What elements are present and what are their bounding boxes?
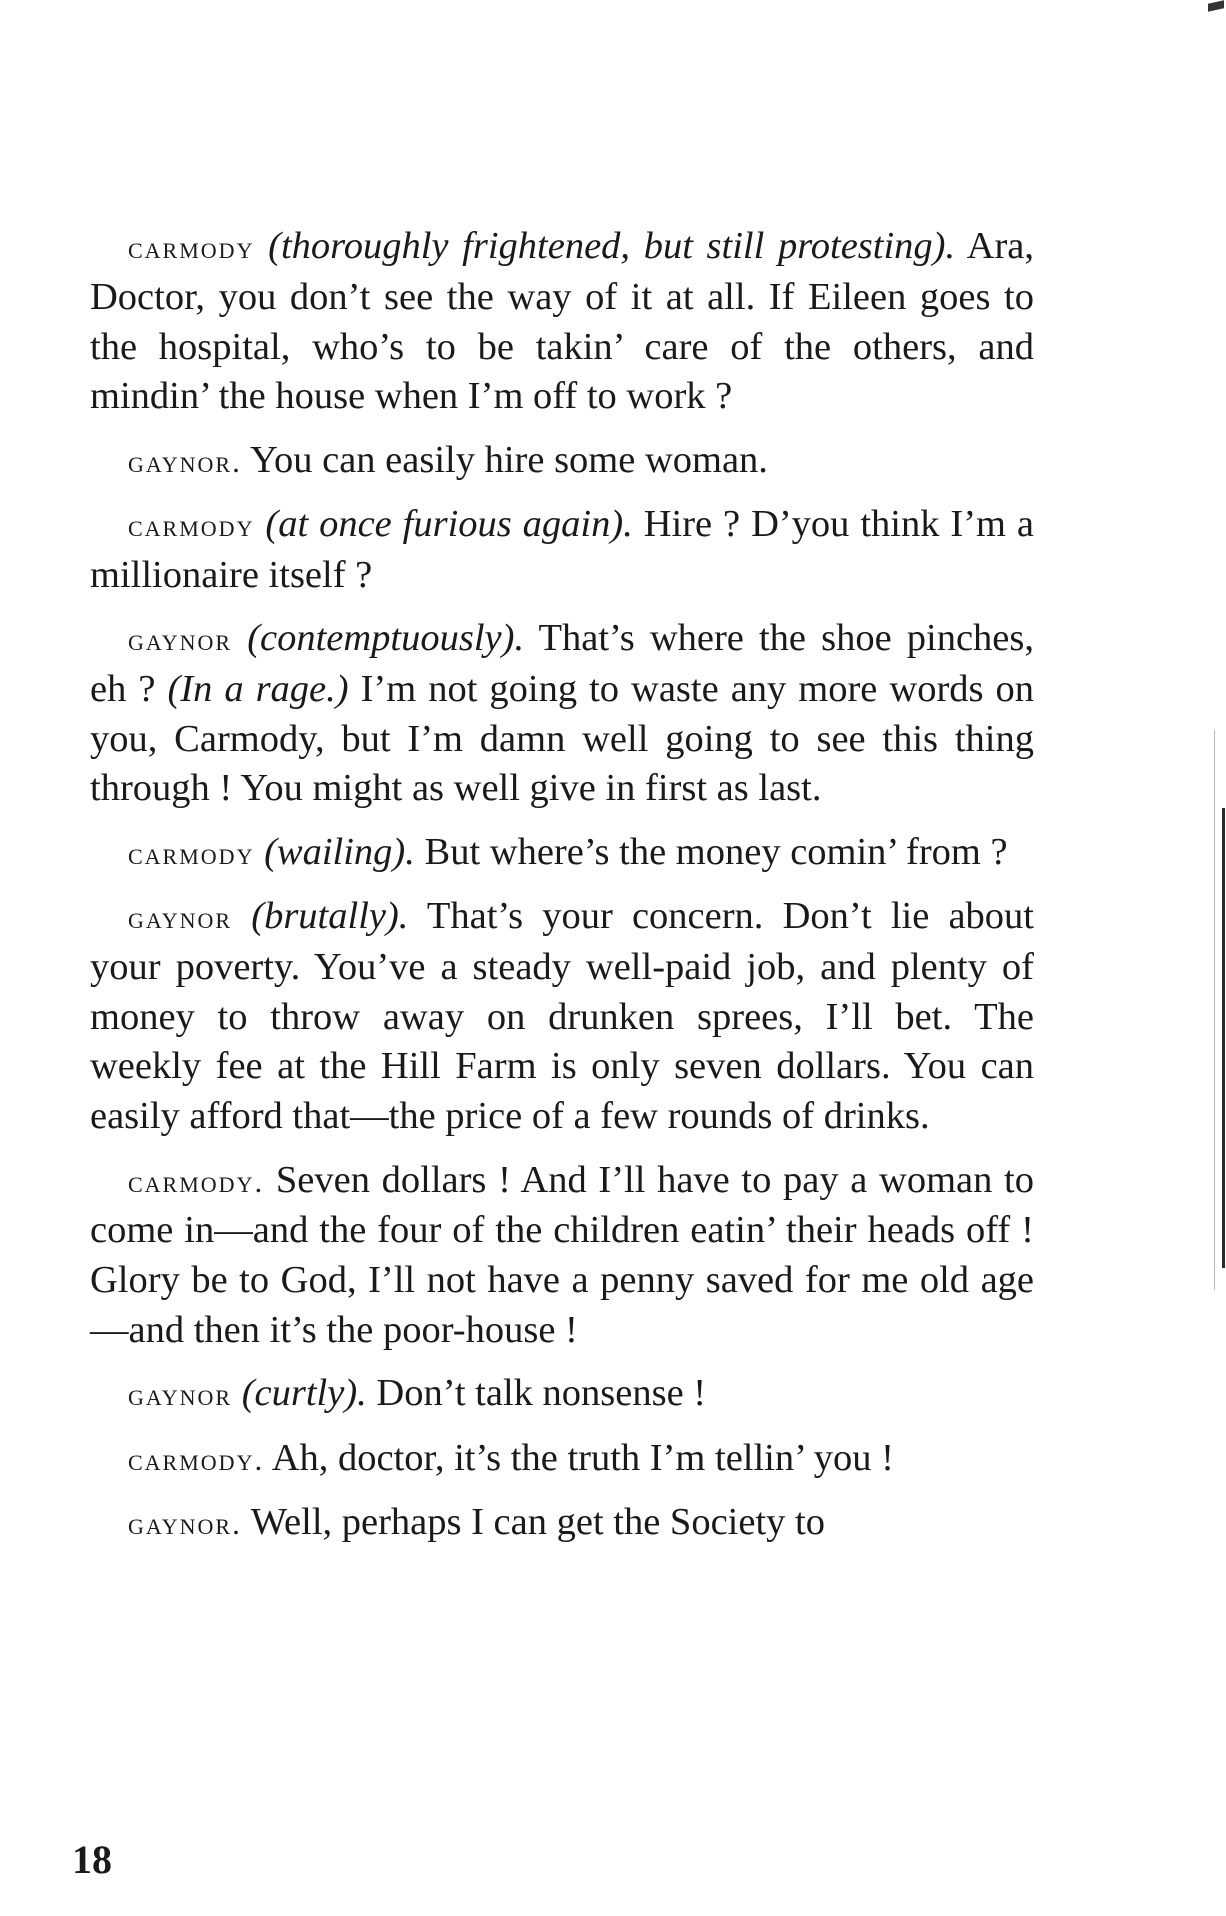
dialogue-text: Seven dollars ! And I’ll have to pay a woman to come in—and the four of the children eatin’ their heads off ! Glory be to God, I’ll not have a penny saved for me old age—and then it’s the poor-house ! [90, 1158, 1034, 1351]
dialogue-text: That’s where the shoe pinches, eh ? [90, 617, 1034, 710]
speaker-name: carmody [128, 507, 255, 543]
speech-8 [90, 1369, 1034, 1420]
stage-direction: (thoroughly frightened, but still protesting). [268, 225, 956, 267]
speaker-name: carmody [128, 835, 255, 871]
speech-4 [90, 614, 1034, 814]
speaker-name: gaynor. [128, 1505, 242, 1541]
stage-direction: (brutally). [251, 895, 409, 938]
dialogue-text: You can easily hire some woman. [241, 438, 768, 481]
scan-edge-faint [1214, 730, 1215, 1290]
speech-9 [90, 1434, 1034, 1485]
speaker-name: gaynor [128, 622, 233, 658]
dialogue-text: Hire ? D’you think I’m a millionaire itself ? [90, 502, 1034, 596]
speech-10 [90, 1498, 1034, 1549]
page-number: 18 [72, 1837, 112, 1882]
stage-direction: (at once furious again). [265, 502, 633, 545]
speech-3 [90, 500, 1034, 601]
dialogue-text: Ah, doctor, it’s the truth I’m tellin’ you ! [264, 1436, 894, 1479]
speaker-name: carmody. [128, 1441, 265, 1477]
speaker-name: carmody. [128, 1163, 265, 1199]
dialogue-text: Don’t talk nonsense ! [366, 1372, 707, 1415]
dialogue-text: Well, perhaps I can get the Society to [241, 1500, 825, 1543]
speech-6 [90, 892, 1034, 1142]
speaker-name: gaynor [128, 1377, 233, 1413]
dialogue-text: I’m not going to waste any more words on you, Carmody, but I’m damn well going to see this thing through ! You might as well give in first as last. [90, 667, 1034, 810]
speech-5 [90, 828, 1034, 879]
speech-1 [90, 222, 1034, 422]
dialogue-text: But where’s the money comin’ from ? [414, 830, 1008, 873]
scan-corner-mark [1208, 0, 1224, 11]
stage-direction: (contemptuously). [247, 617, 525, 660]
stage-direction: (wailing). [264, 830, 415, 873]
dialogue-text: Ara, Doctor, you don’t see the way of it at all. If Eileen goes to the hospital, who’s to be takin’ care of the others, and mindin’ the house when I’m off to work ? [90, 225, 1035, 418]
speaker-name: carmody [128, 230, 255, 265]
speaker-name: gaynor [128, 900, 233, 936]
stage-direction: (In a rage.) [167, 667, 349, 710]
speech-2 [90, 436, 1034, 487]
dialogue-text: That’s your concern. Don’t lie about your poverty. You’ve a steady well-paid job, and plenty of money to throw away on drunken sprees, I’ll bet. The weekly fee at the Hill Farm is only seven dollars. You can easily afford that—the price of a few rounds of drinks. [90, 895, 1035, 1138]
stage-direction: (curtly). [241, 1372, 367, 1415]
play-text [90, 222, 1034, 1562]
speaker-name: gaynor. [128, 443, 242, 479]
scan-edge [1222, 808, 1225, 1268]
speech-7 [90, 1156, 1034, 1356]
